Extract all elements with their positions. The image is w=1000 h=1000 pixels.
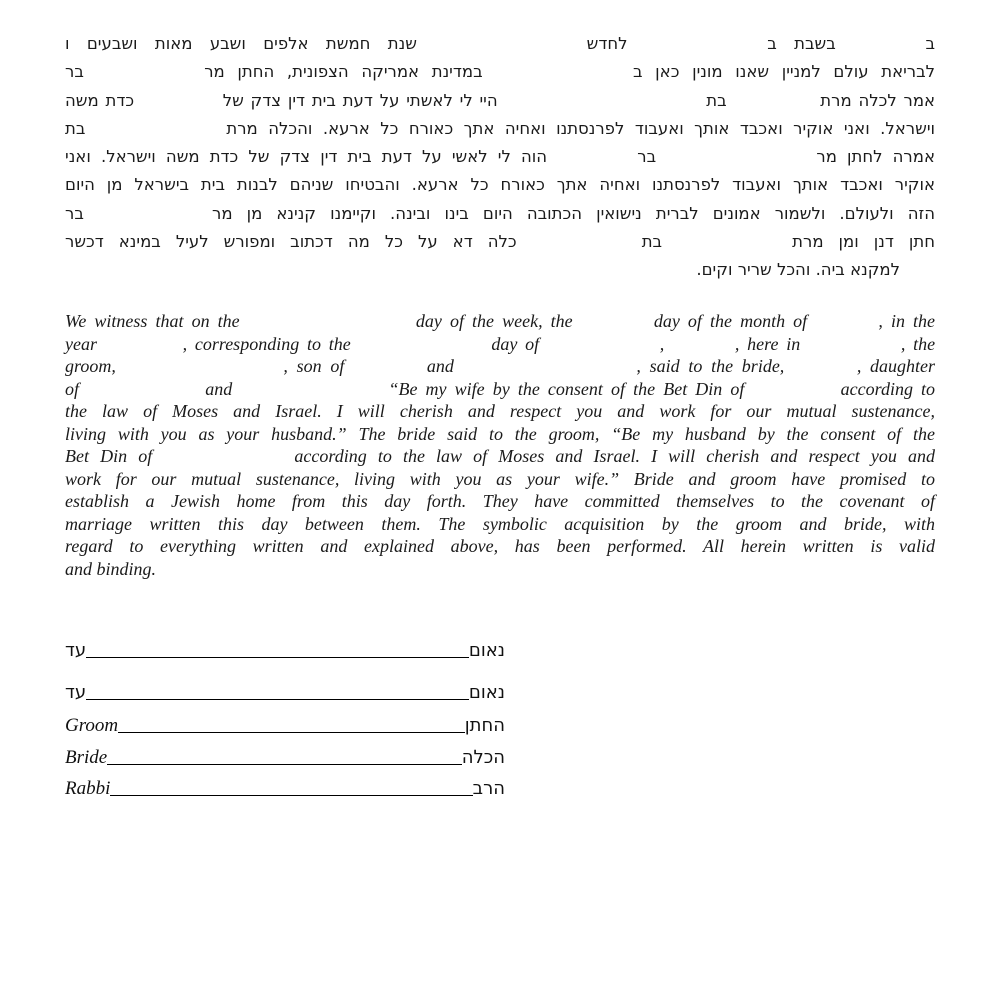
english-text-line (65, 513, 935, 536)
text-segment: בר (65, 203, 84, 223)
text-segment: חתן דנן ומן מרת (792, 232, 936, 252)
hebrew-text-line (65, 87, 935, 115)
fill-in-blank (125, 371, 275, 372)
fill-in-blank (87, 394, 197, 395)
fill-in-blank (547, 349, 652, 350)
text-segment: living with you as your husband.” The bride said to the groom, “Be my husband by the consent of the (65, 423, 935, 444)
english-text-line (65, 355, 935, 378)
text-segment: לחדש (586, 34, 628, 53)
hebrew-contract-text (65, 30, 935, 285)
text-segment: work for our mutual sustenance, living with you as your wife.” Bride and groom have promised to (65, 468, 935, 489)
fill-in-blank (793, 371, 848, 372)
fill-in-blank (463, 371, 628, 372)
text-segment: regard to everything written and explained above, has been performed. All herein written is valid (65, 536, 935, 556)
text-segment: , daughter (856, 356, 936, 376)
english-text-line (65, 445, 935, 468)
text-segment: וישראל. ואני אוקיר ואכבד אותך ואעבוד לפרנסתנו ואחיה אתך כאורח כל ארעא. והכלה מרת (226, 118, 935, 138)
text-segment: year (65, 333, 97, 354)
fill-in-blank (98, 218, 198, 219)
signature-label-left-groom: Groom (65, 715, 119, 736)
fill-in-blank (677, 246, 777, 247)
english-text-line (65, 558, 935, 581)
signature-label-left-rabbi: Rabbi (65, 778, 111, 799)
fill-in-blank (141, 105, 216, 106)
fill-in-blank (240, 394, 380, 395)
text-segment: בת (641, 232, 663, 252)
text-segment: אוקיר ואכבד אותך ואעבוד לפרנסתנו ואחיה אתך כאורח כל ארעא. והבטיחו שניהם לבנות בית בישראל מן היום (65, 175, 935, 195)
text-segment: and binding. (65, 558, 157, 579)
text-segment: and (205, 378, 233, 399)
text-segment: the law of Moses and Israel. I will cherish and respect you and work for our mutual sustenance, (65, 401, 935, 421)
signature-row-bride (65, 740, 505, 769)
text-segment: אמר לכלה מרת (820, 90, 936, 110)
fill-in-blank (581, 326, 646, 327)
fill-in-blank (96, 133, 216, 134)
fill-in-blank (733, 105, 813, 106)
fill-in-blank (353, 371, 418, 372)
signature-label-right-groom: החתן (464, 715, 505, 736)
text-segment: למקנא ביה. והכל שריר וקים. (696, 260, 900, 280)
text-segment: , the (900, 333, 936, 354)
hebrew-text-line (65, 256, 935, 284)
text-segment: , son of (283, 356, 345, 376)
text-segment: according to the law of Moses and Israel. I will cherish and respect you and (294, 446, 935, 466)
english-text-line (65, 423, 935, 446)
text-segment: בר (637, 147, 657, 167)
hebrew-text-line (65, 115, 935, 143)
text-segment: , (659, 333, 665, 354)
hebrew-text-line (65, 143, 935, 171)
text-segment: “Be my wife by the consent of the Bet Din of (388, 378, 745, 399)
english-translation-text (65, 310, 935, 580)
fill-in-blank (808, 349, 893, 350)
text-segment: כדת משה (65, 90, 135, 110)
text-segment: , corresponding to the (182, 333, 351, 354)
text-segment: בשבת ב (767, 34, 836, 53)
english-text-line (65, 490, 935, 513)
text-segment: במדינת אמריקה הצפונית, החתן מר (204, 62, 483, 82)
hebrew-text-line (65, 58, 935, 86)
text-segment: הוה לי לאשי על דעת בית דין צדק של כדת משה וישראל. ואני (65, 147, 548, 167)
text-segment: בר (65, 62, 84, 82)
signature-label-right-rabbi: הרב (472, 778, 505, 799)
fill-in-blank (248, 326, 408, 327)
signature-label-left-witness-2: עד (65, 682, 87, 703)
fill-in-blank (557, 161, 627, 162)
signature-row-rabbi (65, 771, 505, 800)
fill-in-blank (495, 76, 620, 77)
signature-row-witness-2 (65, 675, 505, 704)
text-segment: , here in (734, 333, 801, 354)
text-segment: and (426, 356, 454, 376)
text-segment: כלה דא על כל מה דכתוב ומפורש לעיל במינא דכשר (65, 232, 517, 252)
fill-in-blank (105, 349, 175, 350)
text-segment: groom, (65, 356, 116, 376)
fill-in-blank (815, 326, 870, 327)
signature-label-left-witness-1: עד (65, 640, 87, 661)
signature-row-groom (65, 708, 505, 737)
text-segment: בת (706, 90, 727, 110)
signature-row-witness-1 (65, 633, 505, 662)
english-text-line (65, 468, 935, 491)
text-segment: ב (925, 34, 936, 53)
signature-line (118, 731, 465, 733)
english-text-line (65, 310, 935, 333)
text-segment: We witness that on the (65, 311, 240, 331)
english-text-line (65, 535, 935, 558)
fill-in-blank (672, 349, 727, 350)
hebrew-text-line (65, 228, 935, 256)
text-segment: marriage written this day between them. The symbolic acquisition by the groom and bride, with (65, 513, 935, 534)
text-segment: of (65, 378, 80, 399)
text-segment: הזה ולעולם. ולשמור אמונים לברית נישואין הכתובה היום בינו ובינה. וקיימנו קנינא מן מר (212, 203, 936, 223)
text-segment: היי לי לאשתי על דעת בית דין צדק של (222, 90, 498, 110)
text-segment: , said to the bride, (636, 356, 785, 376)
text-segment: לבריאת עולם למניין שאנו מונין כאן ב (632, 62, 936, 82)
fill-in-blank (753, 394, 833, 395)
fill-in-blank (434, 48, 569, 49)
signature-label-left-bride: Bride (65, 747, 108, 768)
english-text-line (65, 378, 935, 401)
signature-label-right-witness-1: נאום (468, 640, 505, 661)
signature-block (65, 633, 505, 800)
english-text-line (65, 333, 935, 356)
hebrew-text-line (65, 200, 935, 228)
signature-line (107, 763, 462, 765)
text-segment: , in the (878, 311, 936, 331)
signature-line (110, 794, 472, 796)
text-segment: אמרה לחתן מר (816, 147, 935, 167)
text-segment: day of (491, 333, 540, 354)
english-text-line (65, 400, 935, 423)
signature-line (86, 656, 469, 658)
hebrew-text-line (65, 171, 935, 199)
fill-in-blank (97, 76, 192, 77)
fill-in-blank (645, 48, 750, 49)
text-segment: בת (65, 118, 86, 138)
signature-label-right-bride: הכלה (461, 747, 505, 768)
hebrew-text-line (65, 30, 935, 58)
text-segment: day of the month of (653, 311, 808, 331)
text-segment: day of the week, the (415, 311, 573, 331)
text-segment: שנת חמשת אלפים ושבע מאות ושבעים ו (65, 34, 417, 53)
fill-in-blank (666, 161, 806, 162)
text-segment: according to (840, 378, 936, 399)
fill-in-blank (504, 105, 699, 106)
fill-in-blank (853, 48, 908, 49)
fill-in-blank (359, 349, 484, 350)
text-segment: Bet Din of (65, 446, 153, 466)
signature-line (86, 698, 469, 700)
fill-in-blank (163, 461, 283, 462)
text-segment: establish a Jewish home from this day forth. They have committed themselves to the covenant of (65, 491, 935, 511)
fill-in-blank (532, 246, 627, 247)
signature-label-right-witness-2: נאום (468, 682, 505, 703)
